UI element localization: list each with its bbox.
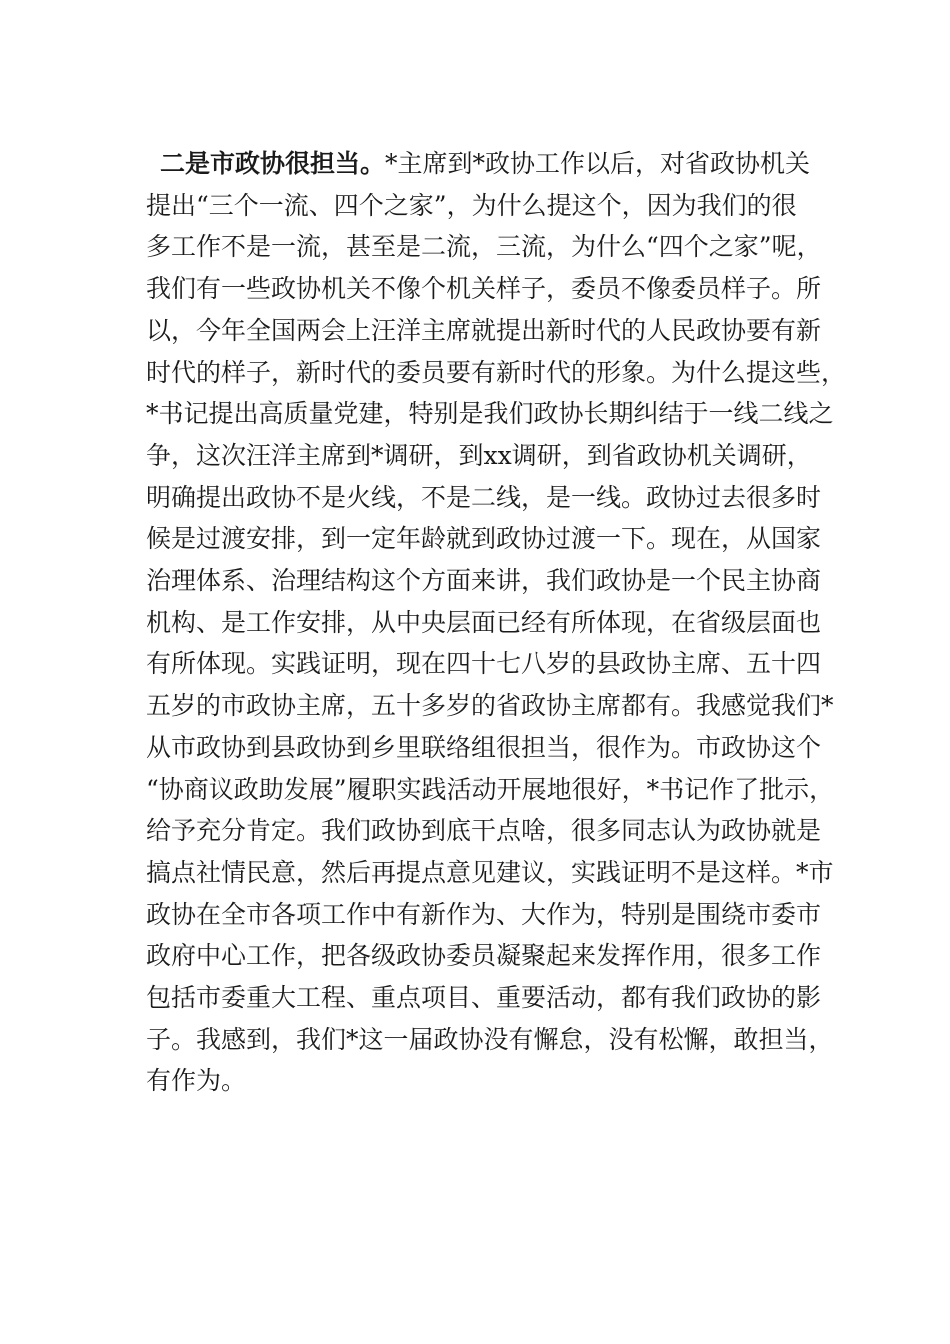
paragraph-line-23: 有作为。 <box>146 1066 247 1096</box>
paragraph-line-20: 政府中心工作，把各级政协委员凝聚起来发挥作用，很多工作 <box>146 941 822 971</box>
paragraph-line-7: *书记提出高质量党建，特别是我们政协长期纠结于一线二线之 <box>146 399 834 429</box>
paragraph-line-5: 以，今年全国两会上汪洋主席就提出新时代的人民政协要有新 <box>146 315 822 345</box>
paragraph-line-14: 五岁的市政协主席，五十多岁的省政协主席都有。我感觉我们* <box>146 691 834 721</box>
paragraph-line-4: 我们有一些政协机关不像个机关样子，委员不像委员样子。所 <box>146 274 822 304</box>
paragraph-line-16: “协商议政助发展”履职实践活动开展地很好，*书记作了批示， <box>146 774 835 804</box>
paragraph-line-1 <box>146 143 846 185</box>
paragraph-lead: 二是市政协很担当。 <box>160 149 386 178</box>
paragraph-line-6: 时代的样子，新时代的委员要有新时代的形象。为什么提这些， <box>146 357 847 387</box>
paragraph-line-17: 给予充分肯定。我们政协到底干点啥，很多同志认为政协就是 <box>146 816 822 846</box>
paragraph-line-15: 从市政协到县政协到乡里联络组很担当，很作为。市政协这个 <box>146 732 822 762</box>
paragraph-line-3: 多工作不是一流，甚至是二流，三流，为什么“四个之家”呢， <box>146 232 822 262</box>
paragraph-line-2: 提出“三个一流、四个之家”，为什么提这个，因为我们的很 <box>146 190 797 220</box>
paragraph-line-9: 明确提出政协不是火线，不是二线，是一线。政协过去很多时 <box>146 482 822 512</box>
body-paragraph <box>146 143 846 1102</box>
paragraph-line-11: 治理体系、治理结构这个方面来讲，我们政协是一个民主协商 <box>146 566 822 596</box>
paragraph-line-21: 包括市委重大工程、重点项目、重要活动，都有我们政协的影 <box>146 983 822 1013</box>
paragraph-line-12: 机构、是工作安排，从中央层面已经有所体现，在省级层面也 <box>146 607 822 637</box>
line-text: *主席到*政协工作以后，对省政协机关 <box>385 149 811 178</box>
paragraph-line-10: 候是过渡安排，到一定年龄就到政协过渡一下。现在，从国家 <box>146 524 822 554</box>
paragraph-line-19: 政协在全市各项工作中有新作为、大作为，特别是围绕市委市 <box>146 899 822 929</box>
paragraph-line-22: 子。我感到，我们*这一届政协没有懈怠，没有松懈，敢担当， <box>146 1024 834 1054</box>
paragraph-line-18: 搞点社情民意，然后再提点意见建议，实践证明不是这样。*市 <box>146 857 834 887</box>
paragraph-line-13: 有所体现。实践证明，现在四十七八岁的县政协主席、五十四 <box>146 649 822 679</box>
paragraph-line-8: 争，这次汪洋主席到*调研，到xx调研，到省政协机关调研， <box>146 440 812 470</box>
